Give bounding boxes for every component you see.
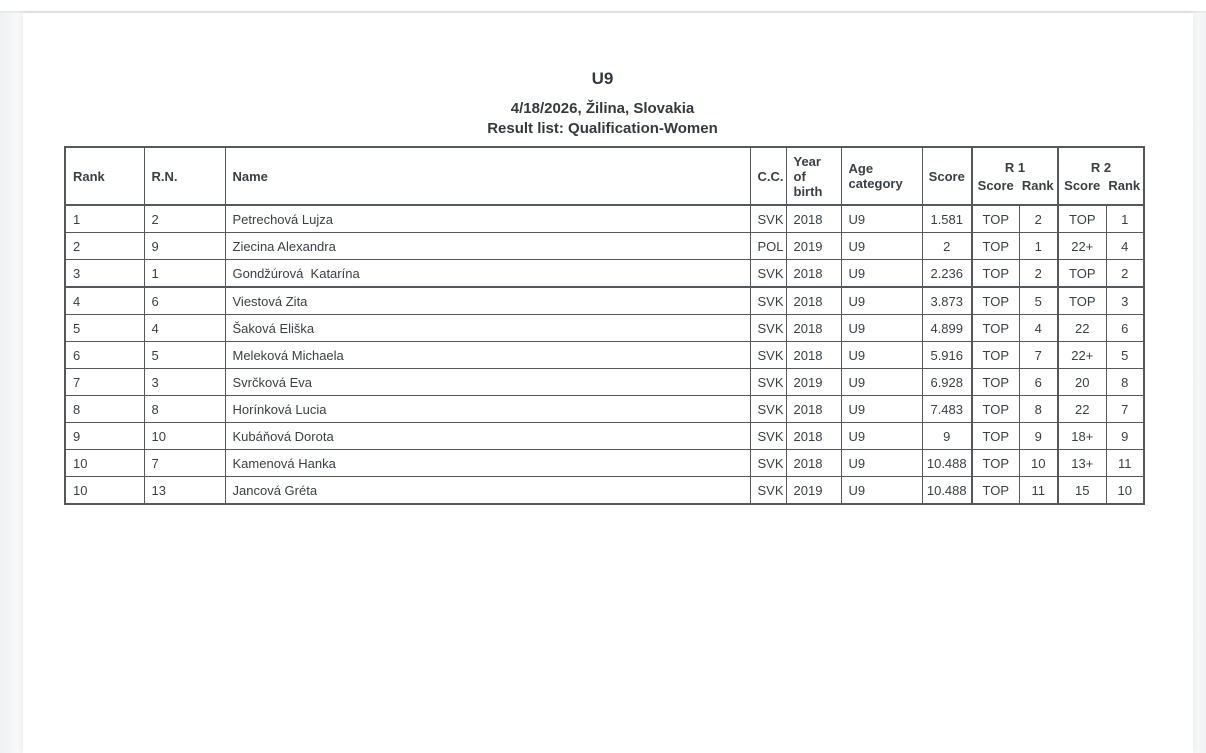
- cell-cc: POL: [750, 233, 786, 260]
- cell-year-of-birth: 2018: [786, 396, 841, 423]
- cell-r1-rank: 2: [1019, 205, 1058, 233]
- event-date-location: 4/18/2026, Žilina, Slovakia: [510, 100, 695, 117]
- cell-age-category: U9: [841, 477, 922, 505]
- cell-name: Horínková Lucia: [225, 396, 750, 423]
- result-row: [65, 396, 1144, 423]
- cell-r2-rank: 7: [1106, 396, 1144, 423]
- cell-r2-rank: 4: [1106, 233, 1144, 260]
- header-rn: R.N.: [144, 147, 225, 205]
- viewer-right-gutter: [1193, 13, 1206, 753]
- cell-r1-score: TOP: [972, 287, 1019, 315]
- cell-rank: 1: [65, 205, 144, 233]
- cell-year-of-birth: 2019: [786, 233, 841, 260]
- cell-r2-rank: 3: [1106, 287, 1144, 315]
- cell-name: Kamenová Hanka: [225, 450, 750, 477]
- cell-r1-rank: 2: [1019, 260, 1058, 288]
- cell-cc: SVK: [750, 396, 786, 423]
- cell-year-of-birth: 2019: [786, 369, 841, 396]
- cell-r2-score: 22: [1058, 315, 1106, 342]
- cell-rn: 3: [144, 369, 225, 396]
- document-header: [64, 69, 1141, 139]
- result-list-label: Result list: Qualification-Women: [487, 120, 718, 137]
- cell-cc: SVK: [750, 369, 786, 396]
- cell-r2-score: TOP: [1058, 287, 1106, 315]
- cell-name: Meleková Michaela: [225, 342, 750, 369]
- result-row: [65, 315, 1144, 342]
- cell-r2-score: TOP: [1058, 260, 1106, 288]
- header-r2-label: R 2: [1090, 159, 1112, 175]
- cell-r2-score: TOP: [1058, 205, 1106, 233]
- cell-r1-score: TOP: [972, 315, 1019, 342]
- cell-rank: 7: [65, 369, 144, 396]
- cell-rn: 10: [144, 423, 225, 450]
- cell-age-category: U9: [841, 287, 922, 315]
- header-r1-score: Score: [977, 177, 1014, 193]
- cell-rank: 10: [65, 477, 144, 505]
- cell-year-of-birth: 2018: [786, 315, 841, 342]
- cell-rank: 9: [65, 423, 144, 450]
- viewer-left-gutter: [0, 13, 23, 753]
- cell-rank: 10: [65, 450, 144, 477]
- cell-rn: 2: [144, 205, 225, 233]
- cell-r1-rank: 6: [1019, 369, 1058, 396]
- cell-r1-score: TOP: [972, 477, 1019, 505]
- cell-r1-score: TOP: [972, 423, 1019, 450]
- cell-score: 1.581: [922, 205, 972, 233]
- cell-name: Jancová Gréta: [225, 477, 750, 505]
- cell-r2-rank: 8: [1106, 369, 1144, 396]
- cell-score: 2.236: [922, 260, 972, 288]
- cell-age-category: U9: [841, 450, 922, 477]
- cell-name: Gondžúrová Katarína: [225, 260, 750, 288]
- cell-rn: 6: [144, 287, 225, 315]
- cell-rank: 3: [65, 260, 144, 288]
- result-row: [65, 369, 1144, 396]
- cell-name: Ziecina Alexandra: [225, 233, 750, 260]
- cell-r2-score: 20: [1058, 369, 1106, 396]
- cell-score: 2: [922, 233, 972, 260]
- header-cc: C.C.: [750, 147, 786, 205]
- result-row: [65, 233, 1144, 260]
- cell-rank: 8: [65, 396, 144, 423]
- cell-r1-rank: 7: [1019, 342, 1058, 369]
- cell-age-category: U9: [841, 423, 922, 450]
- cell-r2-score: 18+: [1058, 423, 1106, 450]
- header-r1-rank: Rank: [1021, 177, 1054, 193]
- cell-name: Petrechová Lujza: [225, 205, 750, 233]
- header-name: Name: [225, 147, 750, 205]
- cell-r1-rank: 9: [1019, 423, 1058, 450]
- cell-score: 10.488: [922, 450, 972, 477]
- cell-age-category: U9: [841, 315, 922, 342]
- cell-r1-score: TOP: [972, 233, 1019, 260]
- cell-r1-rank: 10: [1019, 450, 1058, 477]
- cell-name: Svrčková Eva: [225, 369, 750, 396]
- cell-r1-score: TOP: [972, 205, 1019, 233]
- cell-r2-rank: 6: [1106, 315, 1144, 342]
- cell-r2-rank: 5: [1106, 342, 1144, 369]
- result-row: [65, 205, 1144, 233]
- cell-r1-score: TOP: [972, 450, 1019, 477]
- cell-cc: SVK: [750, 477, 786, 505]
- cell-cc: SVK: [750, 315, 786, 342]
- cell-r2-score: 13+: [1058, 450, 1106, 477]
- result-row: [65, 450, 1144, 477]
- cell-score: 9: [922, 423, 972, 450]
- cell-cc: SVK: [750, 342, 786, 369]
- results-table: [64, 146, 1145, 505]
- cell-r2-rank: 10: [1106, 477, 1144, 505]
- cell-rank: 4: [65, 287, 144, 315]
- cell-r2-score: 22+: [1058, 342, 1106, 369]
- cell-year-of-birth: 2018: [786, 423, 841, 450]
- cell-score: 5.916: [922, 342, 972, 369]
- cell-age-category: U9: [841, 205, 922, 233]
- header-round-1: [972, 147, 1058, 205]
- cell-score: 3.873: [922, 287, 972, 315]
- cell-r1-rank: 4: [1019, 315, 1058, 342]
- cell-rank: 5: [65, 315, 144, 342]
- cell-r1-score: TOP: [972, 260, 1019, 288]
- results-table-body: [65, 205, 1144, 504]
- header-row: [65, 147, 1144, 205]
- cell-rn: 13: [144, 477, 225, 505]
- cell-r1-rank: 11: [1019, 477, 1058, 505]
- header-rank: Rank: [65, 147, 144, 205]
- cell-year-of-birth: 2019: [786, 477, 841, 505]
- cell-age-category: U9: [841, 233, 922, 260]
- header-year-of-birth: Year of birth: [786, 147, 841, 205]
- cell-r2-rank: 2: [1106, 260, 1144, 288]
- cell-cc: SVK: [750, 287, 786, 315]
- document-page: [23, 13, 1193, 753]
- result-row: [65, 287, 1144, 315]
- cell-r2-rank: 9: [1106, 423, 1144, 450]
- cell-rank: 6: [65, 342, 144, 369]
- cell-year-of-birth: 2018: [786, 205, 841, 233]
- result-row: [65, 260, 1144, 288]
- cell-name: Šaková Eliška: [225, 315, 750, 342]
- cell-r2-rank: 11: [1106, 450, 1144, 477]
- cell-cc: SVK: [750, 205, 786, 233]
- cell-score: 6.928: [922, 369, 972, 396]
- cell-cc: SVK: [750, 450, 786, 477]
- cell-score: 7.483: [922, 396, 972, 423]
- cell-r1-rank: 5: [1019, 287, 1058, 315]
- cell-age-category: U9: [841, 342, 922, 369]
- cell-r1-score: TOP: [972, 369, 1019, 396]
- cell-rn: 1: [144, 260, 225, 288]
- header-age-category: Age category: [841, 147, 922, 205]
- header-r2-score: Score: [1064, 177, 1101, 193]
- cell-rn: 9: [144, 233, 225, 260]
- cell-cc: SVK: [750, 260, 786, 288]
- cell-r2-score: 22+: [1058, 233, 1106, 260]
- result-row: [65, 477, 1144, 505]
- cell-r1-rank: 1: [1019, 233, 1058, 260]
- cell-year-of-birth: 2018: [786, 342, 841, 369]
- cell-rn: 4: [144, 315, 225, 342]
- header-r1-label: R 1: [1004, 159, 1026, 175]
- cell-score: 4.899: [922, 315, 972, 342]
- result-row: [65, 342, 1144, 369]
- cell-r2-rank: 1: [1106, 205, 1144, 233]
- cell-r2-score: 15: [1058, 477, 1106, 505]
- cell-r2-score: 22: [1058, 396, 1106, 423]
- header-round-2: [1058, 147, 1144, 205]
- header-r2-rank: Rank: [1108, 177, 1141, 193]
- cell-year-of-birth: 2018: [786, 260, 841, 288]
- cell-rank: 2: [65, 233, 144, 260]
- cell-year-of-birth: 2018: [786, 450, 841, 477]
- cell-name: Kubáňová Dorota: [225, 423, 750, 450]
- cell-rn: 7: [144, 450, 225, 477]
- cell-r1-rank: 8: [1019, 396, 1058, 423]
- result-row: [65, 423, 1144, 450]
- cell-cc: SVK: [750, 423, 786, 450]
- cell-rn: 5: [144, 342, 225, 369]
- cell-age-category: U9: [841, 260, 922, 288]
- cell-age-category: U9: [841, 396, 922, 423]
- cell-r1-score: TOP: [972, 342, 1019, 369]
- cell-score: 10.488: [922, 477, 972, 505]
- page-title: U9: [591, 69, 614, 88]
- cell-age-category: U9: [841, 369, 922, 396]
- cell-name: Viestová Zita: [225, 287, 750, 315]
- cell-rn: 8: [144, 396, 225, 423]
- cell-year-of-birth: 2018: [786, 287, 841, 315]
- cell-r1-score: TOP: [972, 396, 1019, 423]
- header-score: Score: [922, 147, 972, 205]
